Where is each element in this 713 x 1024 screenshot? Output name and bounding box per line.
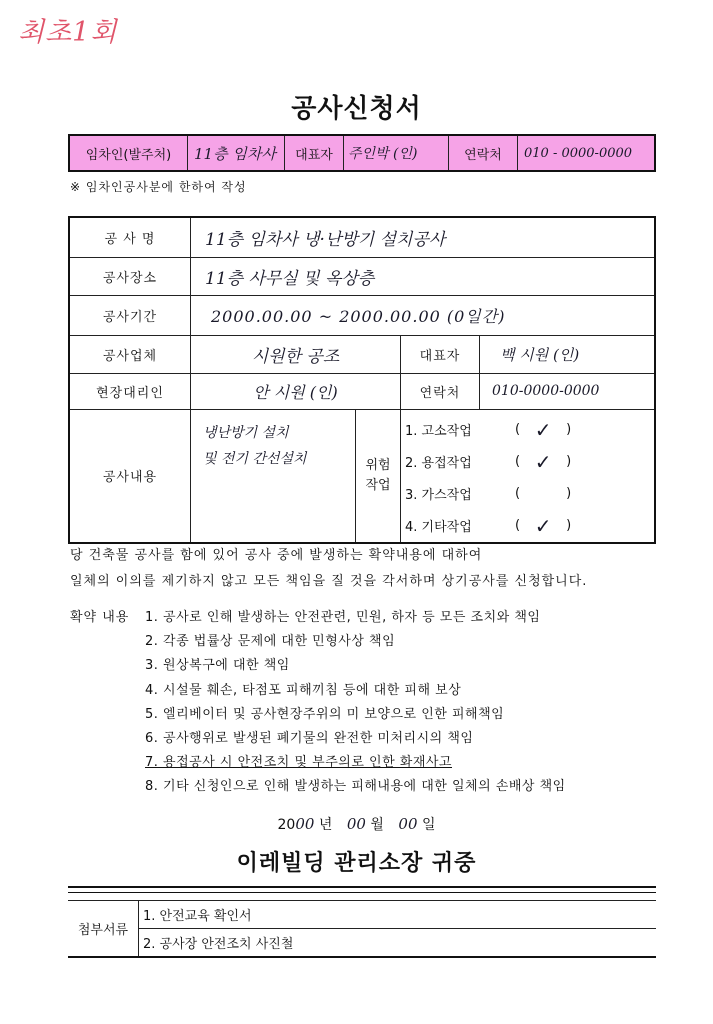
pledge-item: 4. 시설물 훼손, 타점포 피해끼침 등에 대한 피해 보상 — [145, 682, 462, 698]
site-agent-value: 안 시원 (인) — [191, 373, 401, 409]
company-value: 시원한 공조 — [191, 335, 401, 373]
pledge-item: 2. 각종 법률상 문제에 대한 민형사상 책임 — [145, 634, 396, 650]
company-rep-label: 대표자 — [401, 335, 480, 373]
danger-item: 4. 기타작업 ( ✓ ) — [405, 513, 572, 538]
first-time-mark: 최초1회 — [18, 17, 118, 48]
company-label: 공사업체 — [69, 335, 191, 373]
pledge-list — [145, 606, 566, 800]
site-agent-label: 현장대리인 — [69, 373, 191, 409]
tenant-label: 임차인(발주처) — [69, 135, 188, 171]
attachments-label: 첨부서류 — [68, 901, 139, 958]
addressee: 이레빌딩 관리소장 귀중 — [236, 851, 477, 876]
attachment-item: 1. 안전교육 확인서 — [139, 901, 657, 929]
tenant-contact-value: 010 - 0000-0000 — [518, 135, 656, 171]
page-title: 공사신청서 — [291, 94, 422, 124]
tenant-contact-label: 연락처 — [449, 135, 518, 171]
signature-date: 2000 년 00 월 00 일 — [277, 815, 436, 833]
pledge-item: 5. 엘리베이터 및 공사현장주위의 미 보양으로 인한 피해책임 — [145, 706, 505, 722]
attachment-item: 2. 공사장 안전조치 사진철 — [139, 928, 657, 957]
intro-line-2: 일체의 이의를 제기하지 않고 모든 책임을 질 것을 각서하며 상기공사를 신청합니다. — [70, 574, 588, 589]
danger-work-list — [401, 409, 656, 543]
attachments-table — [68, 900, 656, 958]
site-agent-contact-label: 연락처 — [401, 373, 480, 409]
pledge-item: 3. 원상복구에 대한 책임 — [145, 658, 290, 674]
pledge-label: 확약 내용 — [70, 610, 130, 625]
pledge-item: 7. 용접공사 시 안전조치 및 부주의로 인한 화재사고 — [145, 755, 452, 771]
pledge-item: 1. 공사로 인해 발생하는 안전관련, 민원, 하자 등 모든 조치와 책임 — [145, 610, 541, 625]
work-content-line-2: 및 전기 간선설치 — [203, 450, 307, 467]
work-form-table — [68, 216, 656, 544]
work-place-label: 공사장소 — [69, 257, 191, 295]
work-name-value: 11층 임차사 냉·난방기 설치공사 — [191, 217, 656, 257]
work-content-line-1: 냉난방기 설치 — [203, 424, 289, 441]
danger-item: 2. 용접작업 ( ✓ ) — [405, 449, 572, 474]
attachments-top-rule — [68, 886, 656, 893]
pledge-item: 8. 기타 신청인으로 인해 발생하는 피해내용에 대한 일체의 손배상 책임 — [145, 779, 566, 795]
work-period-value: 2000.00.00 ~ 2000.00.00 (0일간) — [191, 295, 656, 335]
site-agent-contact-value: 010-0000-0000 — [480, 373, 655, 409]
company-rep-value: 백 시원 (인) — [480, 335, 655, 373]
work-period-label: 공사기간 — [69, 295, 191, 335]
pledge-item: 6. 공사행위로 발생된 폐기물의 완전한 미처리시의 책임 — [145, 731, 474, 747]
check-mark-icon: ✓ — [534, 449, 552, 474]
tenant-value: 11층 임차사 — [188, 135, 285, 171]
work-content-label: 공사내용 — [69, 409, 191, 543]
tenant-note: ※ 임차인공사분에 한하여 작성 — [70, 180, 247, 194]
intro-line-1: 당 건축물 공사를 함에 있어 공사 중에 발생하는 확약내용에 대하여 — [70, 548, 483, 563]
danger-work-label: 위험 작업 — [356, 409, 401, 543]
tenant-table — [68, 134, 656, 172]
work-name-label: 공 사 명 — [69, 217, 191, 257]
danger-item: 1. 고소작업 ( ✓ ) — [405, 417, 572, 442]
tenant-rep-value: 주인박 (인) — [344, 135, 449, 171]
check-mark-icon: ✓ — [534, 417, 552, 442]
check-mark-icon: ✓ — [534, 513, 552, 538]
work-place-value: 11층 사무실 및 옥상층 — [191, 257, 656, 295]
tenant-rep-label: 대표자 — [285, 135, 344, 171]
danger-item: 3. 가스작업 ( ) — [405, 486, 572, 503]
work-content-value — [191, 409, 356, 543]
